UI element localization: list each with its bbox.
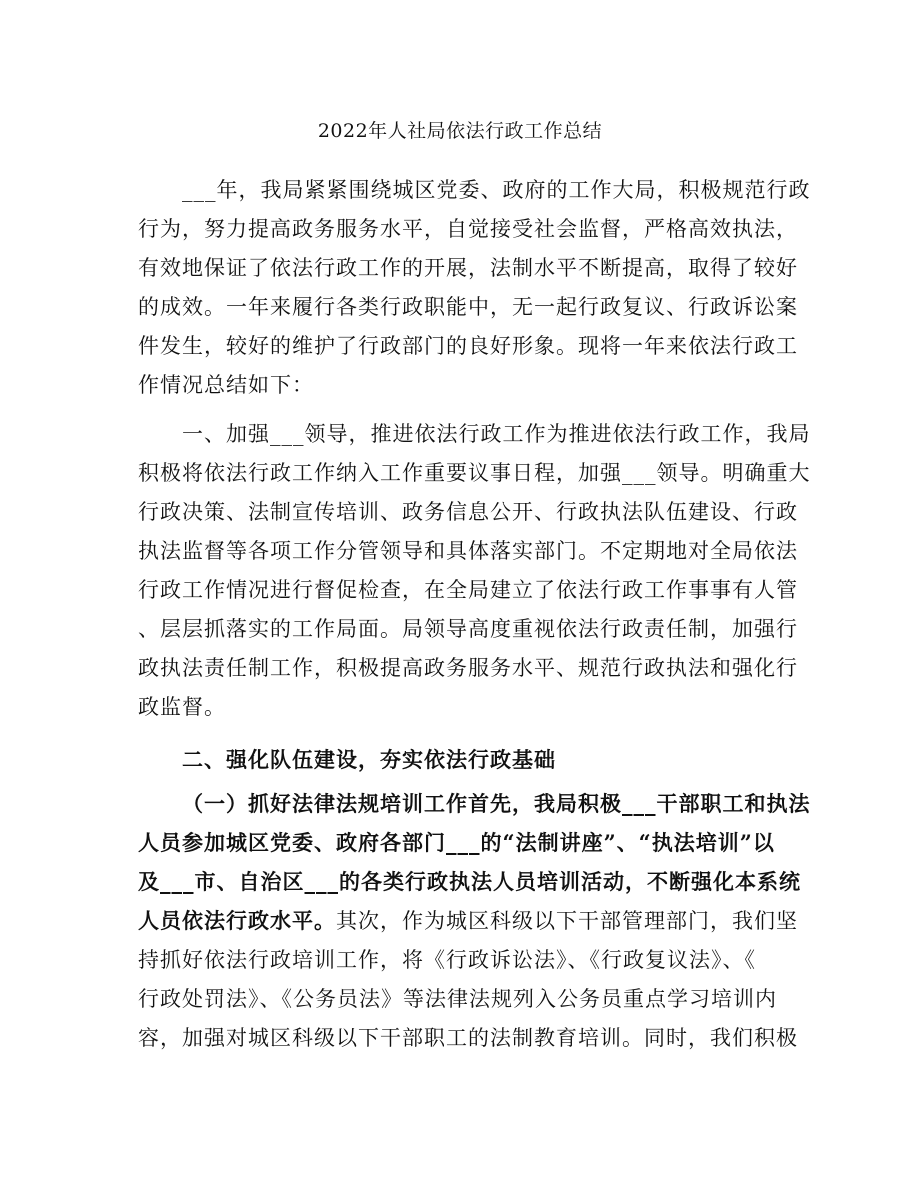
paragraph-line: 行政决策、法制宣传培训、政务信息公开、行政执法队伍建设、行政 [138, 500, 798, 524]
paragraph-line: 行政工作情况进行督促检查，在全局建立了依法行政工作事事有人管 [138, 578, 798, 602]
paragraph-line: 政执法责任制工作，积极提高政务服务水平、规范行政执法和强化行 [138, 656, 798, 680]
paragraph-line: 及___市、自治区___的各类行政执法人员培训活动，不断强化本系统 [138, 869, 801, 894]
paragraph-line: 件发生，较好的维护了行政部门的良好形象。现将一年来依法行政工 [138, 334, 798, 358]
paragraph-line: ___年，我局紧紧围绕城区党委、政府的工作大局，积极规范行政 [182, 178, 811, 202]
paragraph-line: 执法监督等各项工作分管领导和具体落实部门。不定期地对全局依法 [138, 539, 798, 563]
document-title: 2022年人社局依法行政工作总结 [317, 120, 603, 142]
text-segment: 其次，作为城区科级以下干部管理部门，我们坚 [336, 909, 798, 933]
paragraph-line: 行为，努力提高政务服务水平，自觉接受社会监督，严格高效执法， [138, 217, 798, 241]
paragraph-line: 积极将依法行政工作纳入工作重要议事日程，加强___领导。明确重大 [138, 461, 811, 485]
paragraph-line: 持抓好依法行政培训工作，将《行政诉讼法》、《行政复议法》、《 [138, 948, 756, 972]
bold-text-segment: 人员依法行政水平。 [138, 908, 336, 933]
paragraph-line: 作情况总结如下： [138, 373, 314, 397]
paragraph-line: 行政处罚法》、《公务员法》等法律法规列入公务员重点学习培训内 [138, 987, 777, 1011]
paragraph-line: 一、加强___领导，推进依法行政工作为推进依法行政工作，我局 [182, 422, 811, 446]
paragraph-line: 有效地保证了依法行政工作的开展，法制水平不断提高，取得了较好 [138, 256, 798, 280]
section-heading: 二、强化队伍建设，夯实依法行政基础 [182, 747, 556, 772]
paragraph-line: 政监督。 [138, 695, 226, 719]
paragraph-line [138, 907, 798, 935]
paragraph-line: 容，加强对城区科级以下干部职工的法制教育培训。同时，我们积极 [138, 1026, 798, 1050]
paragraph-line: （一）抓好法律法规培训工作首先，我局积极___干部职工和执法 [182, 791, 811, 816]
paragraph-line: 、层层抓落实的工作局面。局领导高度重视依法行政责任制，加强行 [138, 617, 798, 641]
paragraph-line: 的成效。一年来履行各类行政职能中，无一起行政复议、行政诉讼案 [138, 295, 798, 319]
paragraph-line: 人员参加城区党委、政府各部门___的“法制讲座”、“执法培训”以 [138, 830, 775, 855]
